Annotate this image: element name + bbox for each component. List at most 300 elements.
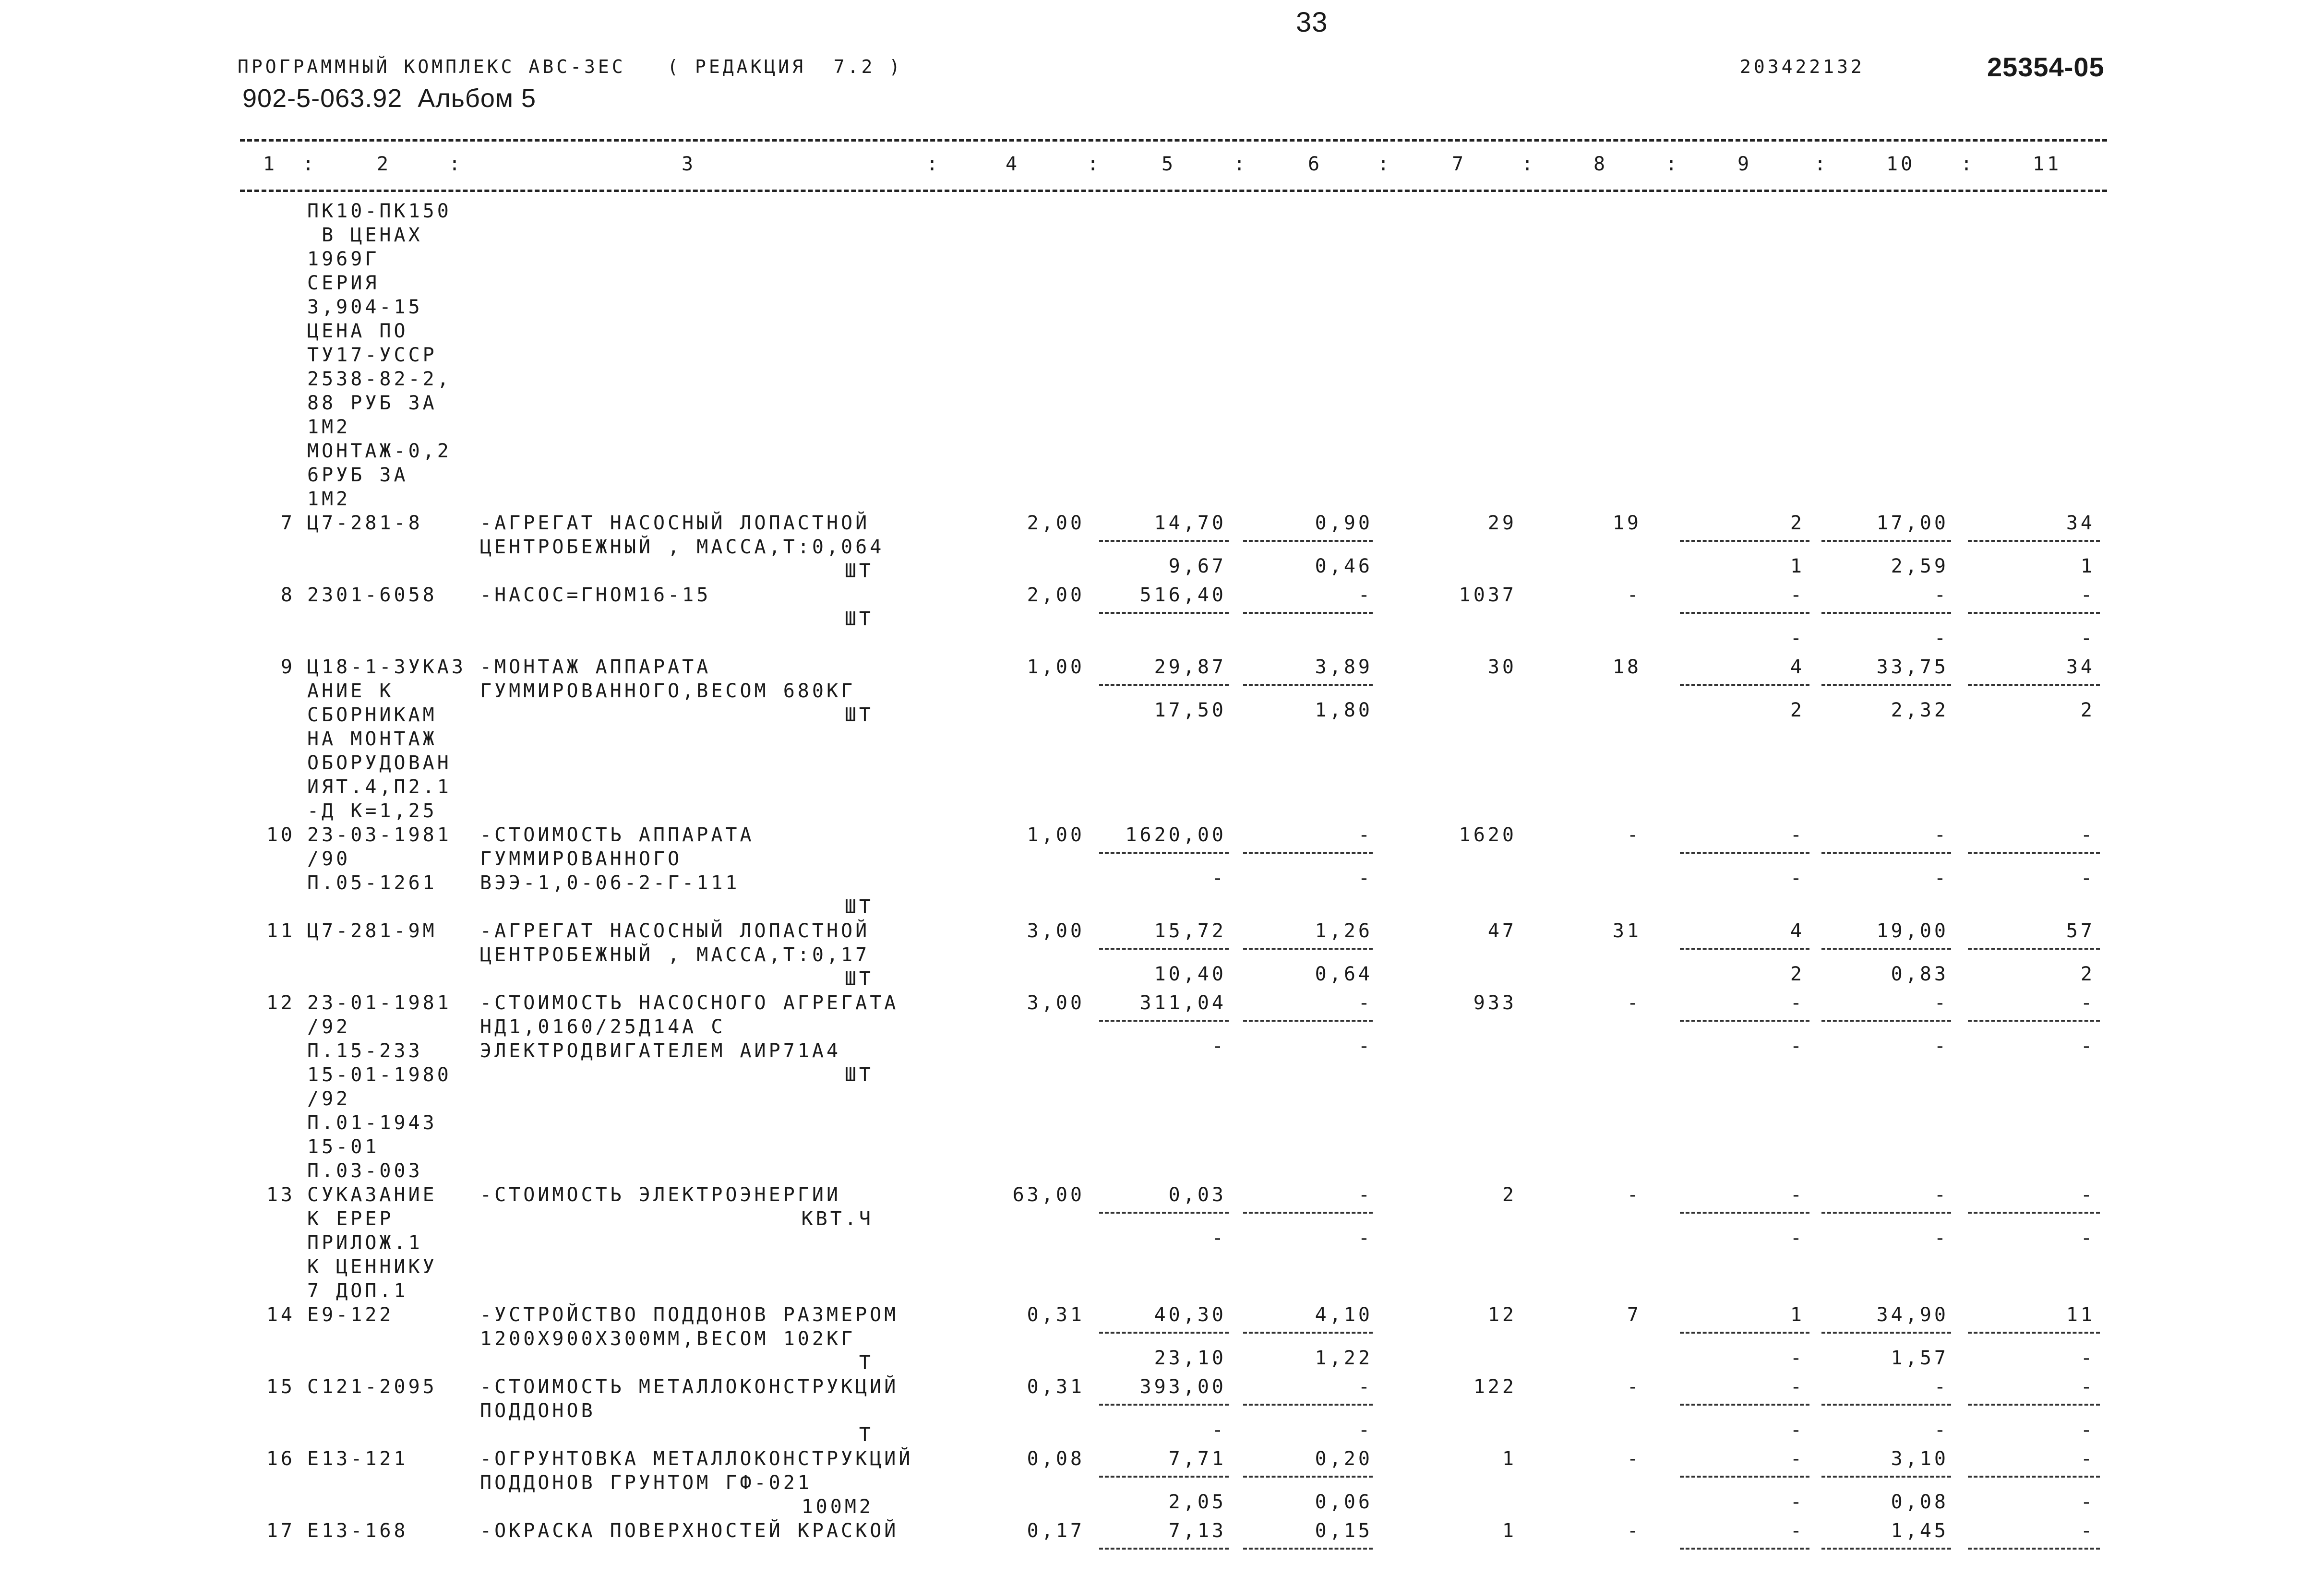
row-code: /92 [307, 1016, 351, 1038]
subtotal-dash-rule [1243, 1476, 1373, 1478]
row-c5-value: 7,13 [1168, 1520, 1226, 1542]
row-code: /92 [307, 1088, 351, 1110]
row-c10-sub-value: 1,57 [1891, 1347, 1949, 1369]
row-unit: ШТ [844, 896, 874, 918]
row-c10-sub-value: 2,32 [1891, 699, 1949, 721]
row-c6-sub-value: - [1358, 867, 1373, 889]
row-description: -НАСОС=ГНОМ16-15 [480, 584, 711, 606]
subtotal-dash-rule [1099, 1020, 1229, 1022]
row-c5-sub-value: 17,50 [1154, 699, 1226, 721]
row-code: 15-01 [307, 1136, 380, 1158]
subtotal-dash-rule [1968, 612, 2100, 614]
intro-line: 1969Г [307, 248, 380, 270]
subtotal-dash-rule [1821, 948, 1951, 950]
row-c10-value: - [1934, 584, 1949, 606]
row-c10-value: - [1934, 992, 1949, 1014]
row-c9-value: - [1790, 1520, 1805, 1542]
row-c5-value: 15,72 [1154, 920, 1226, 942]
subtotal-dash-rule [1821, 612, 1951, 614]
row-number: 15 [266, 1376, 295, 1398]
row-unit: ШТ [844, 1064, 874, 1086]
subtotal-dash-rule [1968, 1332, 2100, 1334]
column-header-5: 5 [1162, 153, 1176, 175]
row-unit: ШТ [844, 608, 874, 630]
row-c5-value: 1620,00 [1125, 824, 1226, 846]
subtotal-dash-rule [1968, 1476, 2100, 1478]
row-unit: КВТ.Ч [801, 1208, 874, 1230]
row-c9-sub-value: - [1790, 1419, 1805, 1441]
row-c5-sub-value: 9,67 [1168, 555, 1226, 577]
column-separator: : [926, 153, 941, 175]
row-c6-value: 0,90 [1315, 512, 1373, 534]
row-c9-value: - [1790, 1376, 1805, 1398]
row-c6-sub-value: - [1358, 1035, 1373, 1057]
column-header-3: 3 [682, 153, 696, 175]
row-c5-value: 40,30 [1154, 1304, 1226, 1326]
subtotal-dash-rule [1243, 540, 1373, 542]
row-c6-sub-value: - [1358, 1227, 1373, 1249]
row-quantity: 3,00 [1027, 992, 1085, 1014]
row-c10-value: 33,75 [1876, 656, 1949, 678]
row-c10-sub-value: - [1934, 867, 1949, 889]
row-description: ПОДДОНОВ ГРУНТОМ ГФ-021 [480, 1472, 812, 1494]
subtotal-dash-rule [1680, 1020, 1809, 1022]
subtotal-dash-rule [1099, 1332, 1229, 1334]
row-c9-value: 4 [1790, 920, 1805, 942]
row-c5-value: 29,87 [1154, 656, 1226, 678]
column-header-4: 4 [1006, 153, 1020, 175]
row-c9-sub-value: 2 [1790, 963, 1805, 985]
subtotal-dash-rule [1243, 1020, 1373, 1022]
row-quantity: 0,31 [1027, 1304, 1085, 1326]
column-header-8: 8 [1593, 153, 1608, 175]
subtotal-dash-rule [1968, 1404, 2100, 1406]
row-c9-value: 2 [1790, 512, 1805, 534]
row-c11-value: 34 [2066, 656, 2095, 678]
row-c6-sub-value: 0,64 [1315, 963, 1373, 985]
row-total-cost: 12 [1487, 1304, 1517, 1326]
row-wages: - [1627, 1184, 1641, 1206]
intro-line: В ЦЕНАХ [307, 224, 423, 246]
row-wages: 7 [1627, 1304, 1641, 1326]
row-code: /90 [307, 848, 351, 870]
row-code: П.15-233 [307, 1040, 423, 1062]
subtotal-dash-rule [1680, 948, 1809, 950]
row-c6-sub-value: 1,80 [1315, 699, 1373, 721]
row-c11-value: - [2080, 824, 2095, 846]
subtotal-dash-rule [1680, 1212, 1809, 1214]
row-quantity: 2,00 [1027, 584, 1085, 606]
row-wages: - [1627, 1520, 1641, 1542]
row-description: ГУММИРОВАННОГО,ВЕСОМ 680КГ [480, 680, 856, 702]
row-c9-sub-value: 2 [1790, 699, 1805, 721]
row-description: ЭЛЕКТРОДВИГАТЕЛЕМ АИР71А4 [480, 1040, 841, 1062]
row-description: ВЭЭ-1,0-06-2-Г-111 [480, 872, 740, 894]
column-header-1: 1 [263, 153, 278, 175]
row-unit: Т [859, 1424, 874, 1446]
row-code: ПРИЛОЖ.1 [307, 1232, 423, 1254]
subtotal-dash-rule [1243, 1404, 1373, 1406]
column-header-9: 9 [1737, 153, 1752, 175]
subtotal-dash-rule [1968, 540, 2100, 542]
row-wages: - [1627, 584, 1641, 606]
row-code: ОБОРУДОВАН [307, 752, 452, 774]
row-number: 9 [280, 656, 295, 678]
row-c6-value: - [1358, 584, 1373, 606]
row-c11-sub-value: 1 [2080, 555, 2095, 577]
intro-line: 2538-82-2, [307, 368, 452, 390]
subtotal-dash-rule [1968, 684, 2100, 686]
row-c10-value: 19,00 [1876, 920, 1949, 942]
column-separator: : [1521, 153, 1536, 175]
row-total-cost: 47 [1487, 920, 1517, 942]
row-c5-sub-value: 2,05 [1168, 1491, 1226, 1513]
row-code: 2301-6058 [307, 584, 437, 606]
column-separator: : [1378, 153, 1392, 175]
row-c10-sub-value: - [1934, 1227, 1949, 1249]
row-c11-sub-value: - [2080, 1491, 2095, 1513]
subtotal-dash-rule [1099, 1476, 1229, 1478]
row-code: ИЯТ.4,П2.1 [307, 776, 452, 798]
row-c9-sub-value: - [1790, 867, 1805, 889]
row-c11-value: 34 [2066, 512, 2095, 534]
row-quantity: 2,00 [1027, 512, 1085, 534]
row-code: СУКАЗАНИЕ [307, 1184, 437, 1206]
row-code: П.03-003 [307, 1160, 423, 1182]
row-quantity: 1,00 [1027, 824, 1085, 846]
subtotal-dash-rule [1243, 1548, 1373, 1550]
row-total-cost: 122 [1473, 1376, 1517, 1398]
row-number: 13 [266, 1184, 295, 1206]
row-number: 12 [266, 992, 295, 1014]
row-c9-sub-value: 1 [1790, 555, 1805, 577]
row-total-cost: 30 [1487, 656, 1517, 678]
subtotal-dash-rule [1243, 1212, 1373, 1214]
column-separator: : [1665, 153, 1680, 175]
row-c5-sub-value: 10,40 [1154, 963, 1226, 985]
subtotal-dash-rule [1821, 852, 1951, 854]
row-wages: - [1627, 992, 1641, 1014]
row-code: П.05-1261 [307, 872, 437, 894]
row-code: 15-01-1980 [307, 1064, 452, 1086]
row-code: П.01-1943 [307, 1112, 437, 1134]
sheet-code: 25354-05 [1987, 52, 2105, 82]
row-c11-sub-value: 2 [2080, 699, 2095, 721]
row-c10-sub-value: - [1934, 1035, 1949, 1057]
row-unit: ШТ [844, 968, 874, 990]
intro-line: ЦЕНА ПО [307, 320, 408, 342]
row-code: СБОРНИКАМ [307, 704, 437, 726]
row-c6-value: 4,10 [1315, 1304, 1373, 1326]
page-number: 33 [1296, 7, 1328, 38]
subtotal-dash-rule [1821, 1404, 1951, 1406]
row-c11-value: 11 [2066, 1304, 2095, 1326]
column-separator: : [449, 153, 464, 175]
row-quantity: 0,17 [1027, 1520, 1085, 1542]
column-header-11: 11 [2033, 153, 2062, 175]
row-unit: Т [859, 1352, 874, 1374]
subtotal-dash-rule [1821, 684, 1951, 686]
subtotal-dash-rule [1821, 1332, 1951, 1334]
row-c11-value: - [2080, 1448, 2095, 1470]
column-separator: : [1814, 153, 1829, 175]
row-c5-value: 311,04 [1139, 992, 1226, 1014]
row-c9-sub-value: - [1790, 1491, 1805, 1513]
row-c11-sub-value: - [2080, 1035, 2095, 1057]
subtotal-dash-rule [1680, 852, 1809, 854]
row-c6-sub-value: - [1358, 1419, 1373, 1441]
subtotal-dash-rule [1099, 1548, 1229, 1550]
row-number: 10 [266, 824, 295, 846]
row-description: ГУММИРОВАННОГО [480, 848, 683, 870]
row-number: 14 [266, 1304, 295, 1326]
row-c11-sub-value: - [2080, 1347, 2095, 1369]
row-total-cost: 2 [1502, 1184, 1517, 1206]
program-title: ПРОГРАММНЫЙ КОМПЛЕКС АВС-ЗЕС ( РЕДАКЦИЯ 7.2 ) [238, 56, 903, 77]
row-description: -МОНТАЖ АППАРАТА [480, 656, 711, 678]
row-number: 8 [280, 584, 295, 606]
row-c10-value: 1,45 [1891, 1520, 1949, 1542]
row-description: -АГРЕГАТ НАСОСНЫЙ ЛОПАСТНОЙ [480, 920, 870, 942]
table-header-rule [240, 190, 2107, 192]
column-header-7: 7 [1452, 153, 1467, 175]
subtotal-dash-rule [1821, 1020, 1951, 1022]
intro-line: СЕРИЯ [307, 272, 380, 294]
document-code: 902-5-063.92 Альбом 5 [242, 84, 537, 113]
subtotal-dash-rule [1243, 684, 1373, 686]
row-unit: 100М2 [801, 1496, 874, 1518]
row-c9-sub-value: - [1790, 1227, 1805, 1249]
row-code: 23-03-1981 [307, 824, 452, 846]
row-c5-sub-value: 23,10 [1154, 1347, 1226, 1369]
row-c9-sub-value: - [1790, 1035, 1805, 1057]
subtotal-dash-rule [1680, 1476, 1809, 1478]
subtotal-dash-rule [1821, 1212, 1951, 1214]
row-code: К ЦЕННИКУ [307, 1256, 437, 1278]
registration-number: 203422132 [1740, 56, 1865, 77]
row-c5-value: 393,00 [1139, 1376, 1226, 1398]
row-c5-sub-value: - [1211, 1227, 1226, 1249]
subtotal-dash-rule [1821, 540, 1951, 542]
row-c6-sub-value: 0,46 [1315, 555, 1373, 577]
subtotal-dash-rule [1680, 1332, 1809, 1334]
row-code: НА МОНТАЖ [307, 728, 437, 750]
subtotal-dash-rule [1680, 540, 1809, 542]
row-description: -ОКРАСКА ПОВЕРХНОСТЕЙ КРАСКОЙ [480, 1520, 899, 1542]
intro-line: 1М2 [307, 416, 351, 438]
intro-line: 88 РУБ ЗА [307, 392, 437, 414]
row-code: АНИЕ К [307, 680, 394, 702]
table-top-rule [240, 139, 2107, 142]
row-total-cost: 1 [1502, 1448, 1517, 1470]
row-c11-value: - [2080, 1520, 2095, 1542]
intro-line: 3,904-15 [307, 296, 423, 318]
subtotal-dash-rule [1243, 1332, 1373, 1334]
row-c10-sub-value: 0,83 [1891, 963, 1949, 985]
column-separator: : [302, 153, 317, 175]
row-quantity: 0,08 [1027, 1448, 1085, 1470]
row-number: 11 [266, 920, 295, 942]
row-total-cost: 1 [1502, 1520, 1517, 1542]
subtotal-dash-rule [1968, 1212, 2100, 1214]
subtotal-dash-rule [1680, 684, 1809, 686]
row-code: 7 ДОП.1 [307, 1280, 408, 1302]
row-wages: 31 [1612, 920, 1641, 942]
row-wages: 18 [1612, 656, 1641, 678]
row-c5-value: 14,70 [1154, 512, 1226, 534]
column-header-2: 2 [377, 153, 392, 175]
row-description: -СТОИМОСТЬ АППАРАТА [480, 824, 755, 846]
row-c11-sub-value: - [2080, 627, 2095, 649]
row-wages: - [1627, 824, 1641, 846]
column-header-10: 10 [1886, 153, 1916, 175]
row-c6-value: 0,20 [1315, 1448, 1373, 1470]
row-c10-value: 34,90 [1876, 1304, 1949, 1326]
subtotal-dash-rule [1243, 612, 1373, 614]
row-c6-value: - [1358, 992, 1373, 1014]
row-c6-value: 3,89 [1315, 656, 1373, 678]
row-description: 1200Х900Х300ММ,ВЕСОМ 102КГ [480, 1328, 856, 1350]
row-c5-sub-value: - [1211, 867, 1226, 889]
subtotal-dash-rule [1099, 1212, 1229, 1214]
row-c11-value: - [2080, 1376, 2095, 1398]
row-description: НД1,0160/25Д14А С [480, 1016, 726, 1038]
row-c6-sub-value: 1,22 [1315, 1347, 1373, 1369]
subtotal-dash-rule [1968, 1020, 2100, 1022]
row-total-cost: 1620 [1459, 824, 1517, 846]
row-c11-sub-value: - [2080, 867, 2095, 889]
row-code: Е13-168 [307, 1520, 408, 1542]
row-unit: ШТ [844, 560, 874, 582]
intro-line: 6РУБ ЗА [307, 464, 408, 486]
subtotal-dash-rule [1821, 1548, 1951, 1550]
row-c9-value: - [1790, 1184, 1805, 1206]
row-total-cost: 933 [1473, 992, 1517, 1014]
subtotal-dash-rule [1968, 948, 2100, 950]
row-c10-sub-value: 0,08 [1891, 1491, 1949, 1513]
row-code: Ц7-281-8 [307, 512, 423, 534]
row-c5-value: 516,40 [1139, 584, 1226, 606]
subtotal-dash-rule [1243, 948, 1373, 950]
row-quantity: 0,31 [1027, 1376, 1085, 1398]
row-c11-sub-value: - [2080, 1419, 2095, 1441]
row-c9-value: - [1790, 824, 1805, 846]
subtotal-dash-rule [1680, 612, 1809, 614]
row-c10-sub-value: - [1934, 1419, 1949, 1441]
row-c6-sub-value: 0,06 [1315, 1491, 1373, 1513]
subtotal-dash-rule [1099, 612, 1229, 614]
row-c10-sub-value: 2,59 [1891, 555, 1949, 577]
row-c6-value: - [1358, 824, 1373, 846]
intro-line: МОНТАЖ-0,2 [307, 440, 452, 462]
row-description: -СТОИМОСТЬ ЭЛЕКТРОЭНЕРГИИ [480, 1184, 841, 1206]
row-description: ПОДДОНОВ [480, 1400, 596, 1422]
row-c5-value: 0,03 [1168, 1184, 1226, 1206]
column-separator: : [1234, 153, 1248, 175]
row-code: Ц18-1-3УКАЗ [307, 656, 466, 678]
subtotal-dash-rule [1099, 948, 1229, 950]
row-number: 16 [266, 1448, 295, 1470]
column-header-6: 6 [1308, 153, 1323, 175]
row-description: ЦЕНТРОБЕЖНЫЙ , МАССА,Т:0,064 [480, 536, 885, 558]
subtotal-dash-rule [1099, 684, 1229, 686]
column-separator: : [1961, 153, 1976, 175]
intro-line: ПК10-ПК150 [307, 200, 452, 222]
row-number: 17 [266, 1520, 295, 1542]
row-c5-value: 7,71 [1168, 1448, 1226, 1470]
row-number: 7 [280, 512, 295, 534]
row-c9-sub-value: - [1790, 627, 1805, 649]
row-c9-value: - [1790, 584, 1805, 606]
row-total-cost: 29 [1487, 512, 1517, 534]
column-separator: : [1087, 153, 1102, 175]
row-description: -ОГРУНТОВКА МЕТАЛЛОКОНСТРУКЦИЙ [480, 1448, 913, 1470]
intro-line: ТУ17-УССР [307, 344, 437, 366]
row-c5-sub-value: - [1211, 1419, 1226, 1441]
subtotal-dash-rule [1243, 852, 1373, 854]
row-total-cost: 1037 [1459, 584, 1517, 606]
row-c9-sub-value: - [1790, 1347, 1805, 1369]
row-description: -УСТРОЙСТВО ПОДДОНОВ РАЗМЕРОМ [480, 1304, 899, 1326]
row-c10-value: - [1934, 1184, 1949, 1206]
subtotal-dash-rule [1821, 1476, 1951, 1478]
row-wages: 19 [1612, 512, 1641, 534]
row-quantity: 1,00 [1027, 656, 1085, 678]
row-code: 23-01-1981 [307, 992, 452, 1014]
row-c5-sub-value: - [1211, 1035, 1226, 1057]
row-unit: ШТ [844, 704, 874, 726]
row-c10-value: - [1934, 1376, 1949, 1398]
row-c6-value: 0,15 [1315, 1520, 1373, 1542]
row-c9-value: 4 [1790, 656, 1805, 678]
row-description: ЦЕНТРОБЕЖНЫЙ , МАССА,Т:0,17 [480, 944, 870, 966]
row-c10-value: - [1934, 824, 1949, 846]
row-code: Ц7-281-9М [307, 920, 437, 942]
row-c6-value: 1,26 [1315, 920, 1373, 942]
row-quantity: 3,00 [1027, 920, 1085, 942]
row-c6-value: - [1358, 1184, 1373, 1206]
row-c11-value: - [2080, 992, 2095, 1014]
row-code: С121-2095 [307, 1376, 437, 1398]
row-c11-value: 57 [2066, 920, 2095, 942]
subtotal-dash-rule [1968, 852, 2100, 854]
row-code: -Д К=1,25 [307, 800, 437, 822]
row-c10-sub-value: - [1934, 627, 1949, 649]
row-c9-value: - [1790, 1448, 1805, 1470]
row-c10-value: 17,00 [1876, 512, 1949, 534]
row-code: К ЕРЕР [307, 1208, 394, 1230]
intro-line: 1М2 [307, 488, 351, 510]
row-quantity: 63,00 [1012, 1184, 1085, 1206]
row-description: -СТОИМОСТЬ НАСОСНОГО АГРЕГАТА [480, 992, 899, 1014]
row-c10-value: 3,10 [1891, 1448, 1949, 1470]
subtotal-dash-rule [1680, 1404, 1809, 1406]
row-wages: - [1627, 1376, 1641, 1398]
subtotal-dash-rule [1099, 852, 1229, 854]
row-c11-value: - [2080, 1184, 2095, 1206]
row-description: -СТОИМОСТЬ МЕТАЛЛОКОНСТРУКЦИЙ [480, 1376, 899, 1398]
row-c11-sub-value: - [2080, 1227, 2095, 1249]
row-c11-value: - [2080, 584, 2095, 606]
subtotal-dash-rule [1099, 1404, 1229, 1406]
row-wages: - [1627, 1448, 1641, 1470]
row-c11-sub-value: 2 [2080, 963, 2095, 985]
row-description: -АГРЕГАТ НАСОСНЫЙ ЛОПАСТНОЙ [480, 512, 870, 534]
row-c9-value: - [1790, 992, 1805, 1014]
row-code: Е13-121 [307, 1448, 408, 1470]
row-c6-value: - [1358, 1376, 1373, 1398]
subtotal-dash-rule [1680, 1548, 1809, 1550]
